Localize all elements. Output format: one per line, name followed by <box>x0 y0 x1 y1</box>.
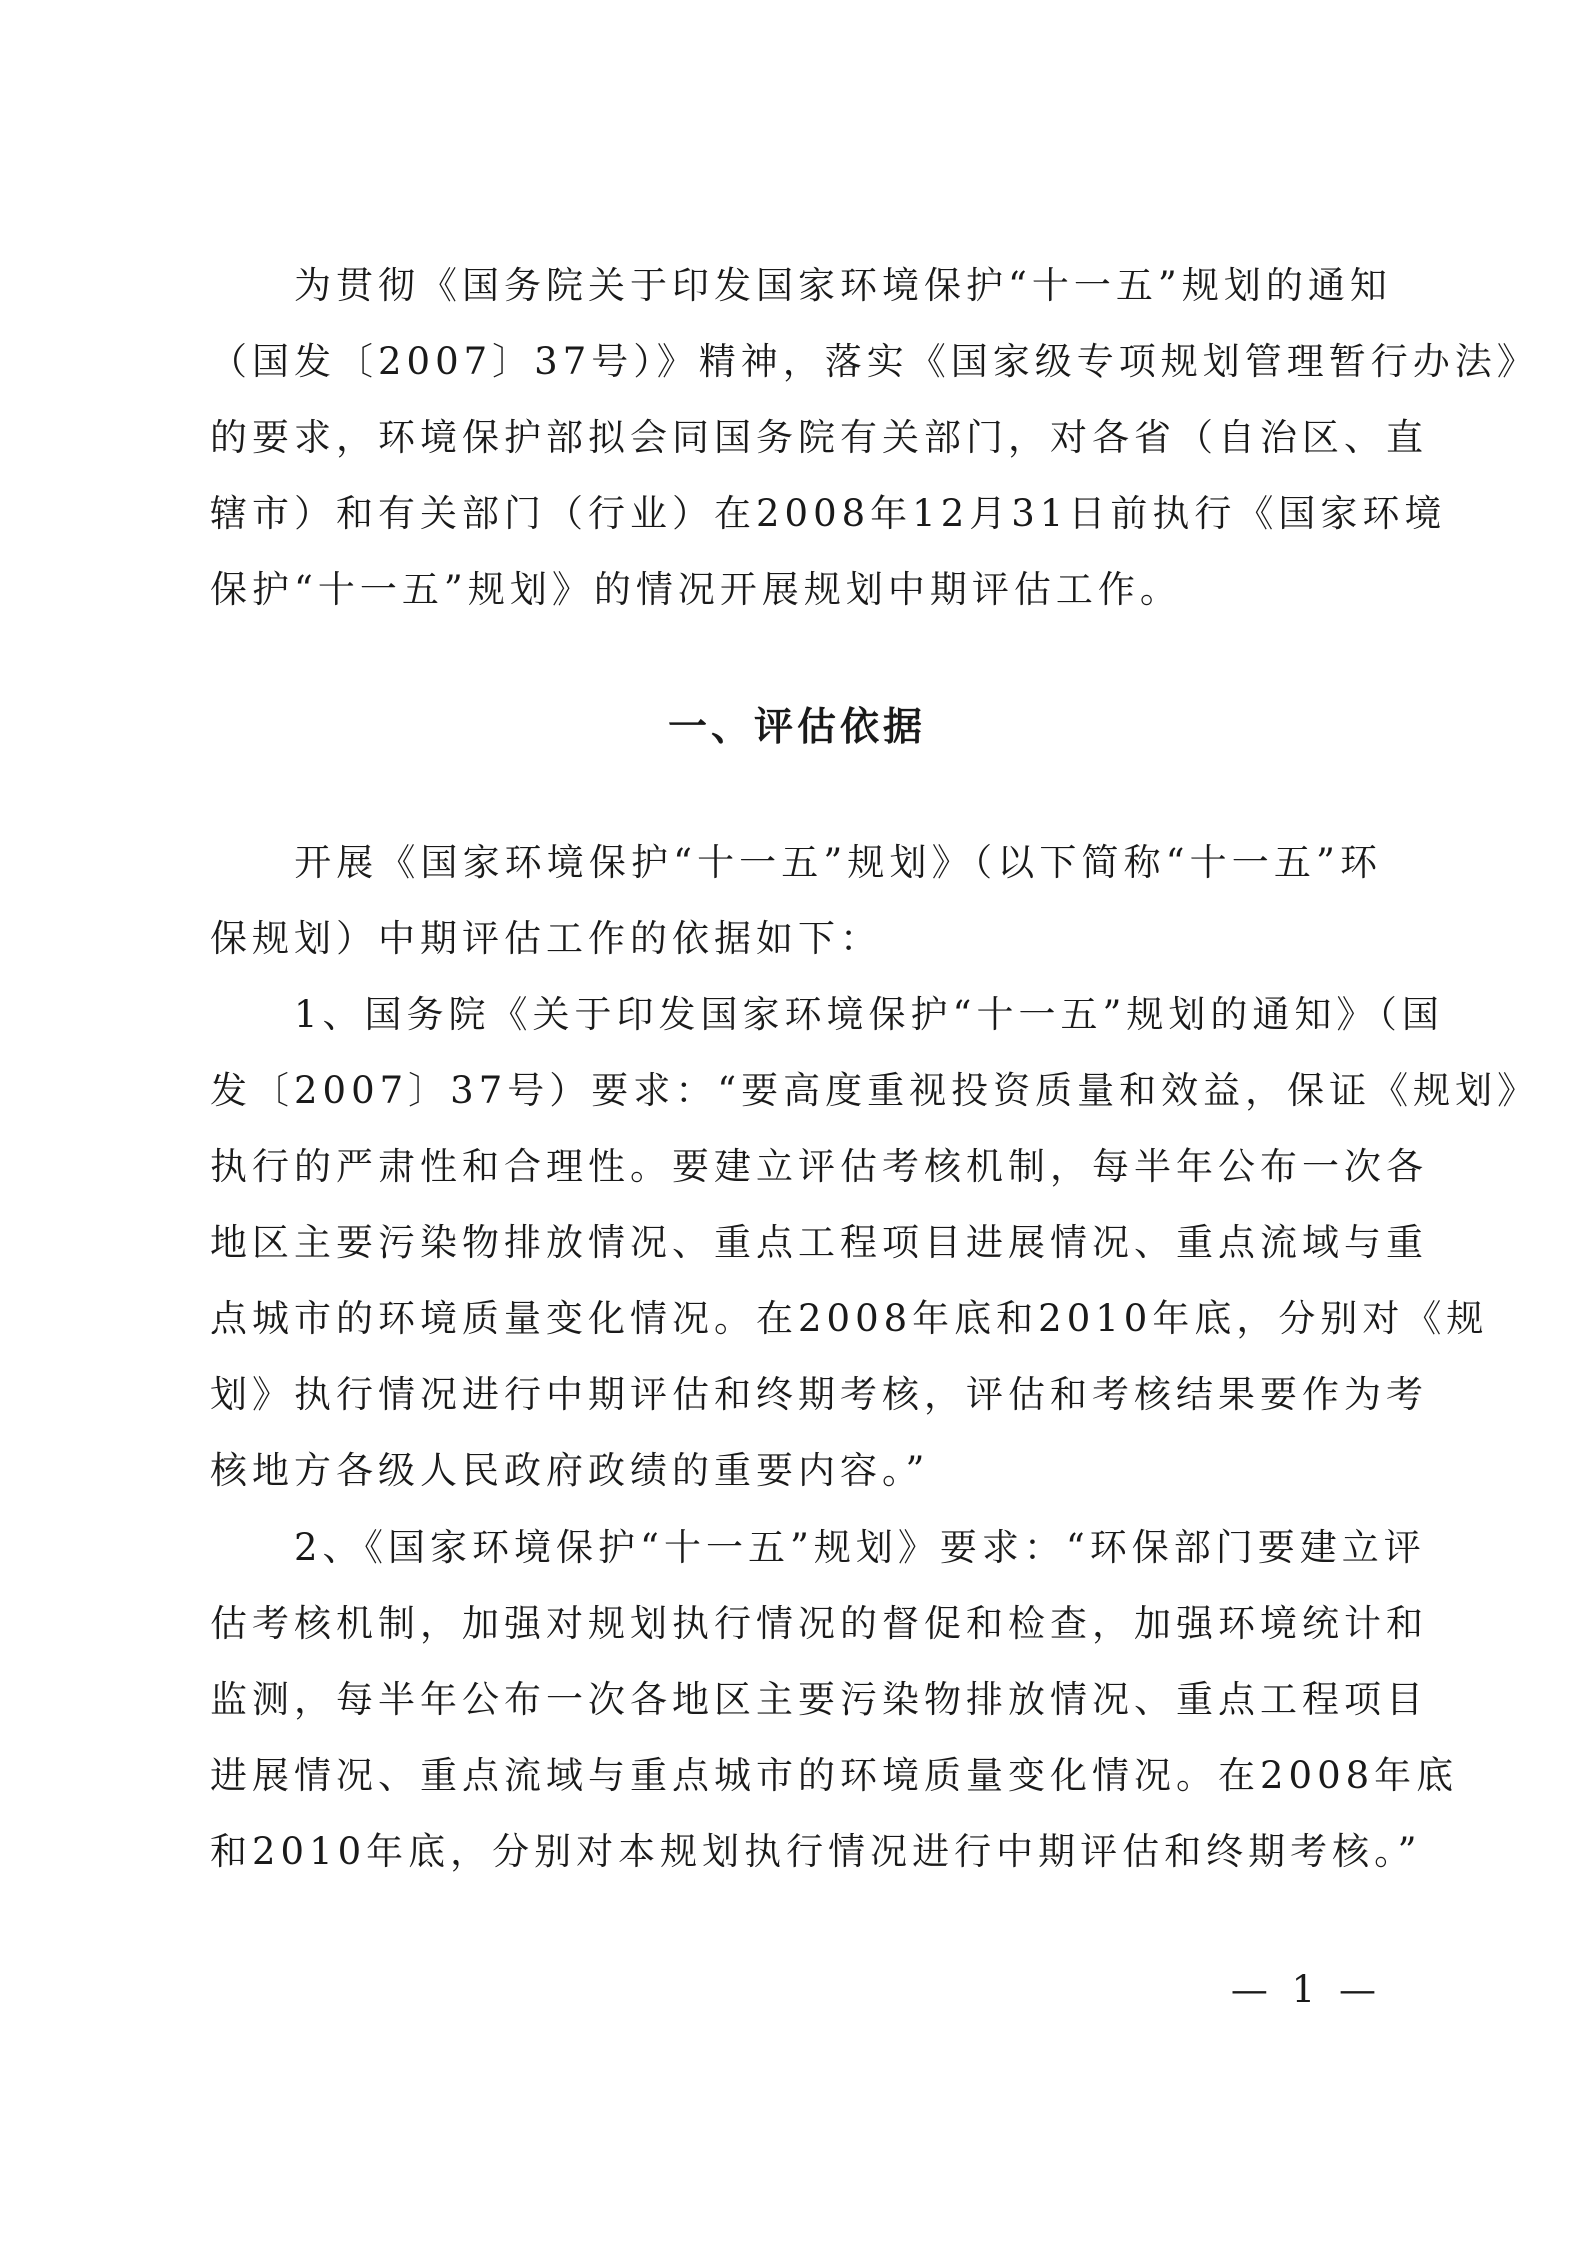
intro-paragraph <box>210 248 1539 628</box>
paragraph-line: 发〔2007〕37号）要求：“要高度重视投资质量和效益，保证《规划》 <box>210 1069 1540 1112</box>
paragraph-line: 执行的严肃性和合理性。要建立评估考核机制，每半年公布一次各 <box>210 1145 1428 1188</box>
basis-item-1 <box>210 977 1540 1509</box>
paragraph-line: 开展《国家环境保护“十一五”规划》（以下简称“十一五”环 <box>210 841 1382 884</box>
paragraph-line: 2、《国家环境保护“十一五”规划》要求：“环保部门要建立评 <box>210 1526 1426 1569</box>
paragraph-line: 和2010年底，分别对本规划执行情况进行中期评估和终期考核。” <box>210 1830 1422 1873</box>
section-heading: 一、评估依据 <box>667 705 926 750</box>
intro-line: 辖市）和有关部门（行业）在2008年12月31日前执行《国家环境 <box>210 492 1447 535</box>
page-number: — 1 — <box>1230 1968 1382 2011</box>
paragraph-line: 划》执行情况进行中期评估和终期考核，评估和考核结果要作为考 <box>210 1373 1428 1416</box>
basis-intro-paragraph <box>210 825 1382 977</box>
paragraph-line: 进展情况、重点流域与重点城市的环境质量变化情况。在2008年底 <box>210 1754 1459 1797</box>
intro-line: （国发〔2007〕37号）》精神，落实《国家级专项规划管理暂行办法》 <box>210 340 1539 383</box>
paragraph-line: 监测，每半年公布一次各地区主要污染物排放情况、重点工程项目 <box>210 1678 1428 1721</box>
paragraph-line: 地区主要污染物排放情况、重点工程项目进展情况、重点流域与重 <box>210 1221 1428 1264</box>
paragraph-line: 保规划）中期评估工作的依据如下： <box>210 917 882 960</box>
paragraph-line: 估考核机制，加强对规划执行情况的督促和检查，加强环境统计和 <box>210 1602 1428 1645</box>
paragraph-line: 点城市的环境质量变化情况。在2008年底和2010年底，分别对《规 <box>210 1297 1489 1340</box>
intro-line: 保护“十一五”规划》的情况开展规划中期评估工作。 <box>210 568 1182 611</box>
intro-line: 为贯彻《国务院关于印发国家环境保护“十一五”规划的通知 <box>210 264 1392 307</box>
basis-item-2 <box>210 1510 1459 1890</box>
intro-line: 的要求，环境保护部拟会同国务院有关部门，对各省（自治区、直 <box>210 416 1428 459</box>
paragraph-line: 1、国务院《关于印发国家环境保护“十一五”规划的通知》（国 <box>210 993 1444 1036</box>
paragraph-line: 核地方各级人民政府政绩的重要内容。” <box>210 1449 930 1492</box>
